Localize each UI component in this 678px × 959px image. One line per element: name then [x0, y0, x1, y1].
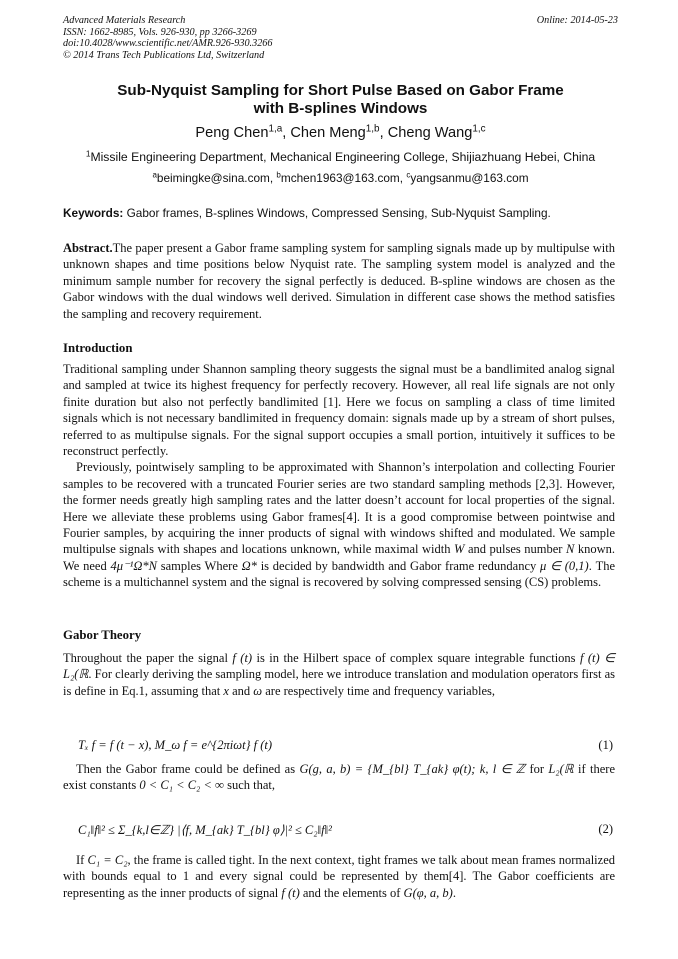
- author-name: Chen Meng: [290, 125, 366, 141]
- email-link[interactable]: yangsanmu@163.com: [410, 171, 529, 185]
- email-sup: b: [276, 170, 281, 180]
- keywords-label: Keywords:: [63, 206, 124, 220]
- section-heading-introduction: Introduction: [63, 341, 133, 355]
- abstract-label: Abstract.: [63, 241, 113, 255]
- copyright-line: © 2014 Trans Tech Publications Ltd, Switzerland: [63, 49, 265, 61]
- math-inline: f (t): [232, 651, 253, 665]
- section-heading-gabor-theory: Gabor Theory: [63, 628, 142, 642]
- email-sup: c: [406, 170, 411, 180]
- gabor-paragraph-3: If C₁ = C₂, the frame is called tight. In the next context, tight frames we talk about mean frames normalized with bounds equal to 1 and every signal could be represented by them[4]. The Gabor coefficients are representing as the inner products of signal f (t) and the elements of G(φ, a, b).: [63, 853, 615, 900]
- author-sup: 1,a: [268, 123, 283, 135]
- math-inline: G(φ, a, b): [403, 885, 453, 900]
- doi-line: doi:10.4028/www.scientific.net/AMR.926-930.3266: [63, 38, 273, 50]
- author-sup: 1,b: [365, 123, 380, 135]
- equation-expression: C₁‖f‖² ≤ Σ_{k,l∈ℤ} |⟨f, M_{ak} T_{bl} φ⟩|² ≤ C₂‖f‖²: [78, 823, 332, 837]
- email-list: [63, 171, 618, 185]
- math-inline: L₂(ℝ: [548, 762, 574, 776]
- paragraph: Traditional sampling under Shannon sampling theory suggests the signal must be a bandlimited analog signal and sampled at twice its highest frequency for perfectly recovery. However, all real life signals are not only finite duration but also not perfectly bandlimited [1]. Here we focus on sampling a class of time limited signals which is not necessary bandlimited in frequency domain: signals made up by a stream of short pulses, referred to as multipulse signals. For the signal support occupies a small portion, intuitively it suffices to be reconstruct perfectly.: [63, 362, 615, 459]
- author-sup: 1,c: [472, 123, 486, 135]
- abstract: [63, 240, 615, 322]
- math-inline: G(g, a, b) = {M_{bl} T_{ak} φ(t); k, l ∈ ℤ: [299, 762, 526, 776]
- equation-number: (2): [598, 822, 613, 836]
- gabor-paragraph-1: Throughout the paper the signal f (t) is in the Hilbert space of complex square integrable functions f (t) ∈ L₂(ℝ. For clearly deriving the sampling model, here we introduce translation and modulation operators first as is define in Eq.1, assuming that x and ω are respectively time and frequency variables,: [63, 651, 616, 698]
- email-link[interactable]: mchen1963@163.com,: [280, 171, 404, 185]
- email-sup: a: [152, 170, 157, 180]
- math-inline: 0 < C₁ < C₂ < ∞: [139, 778, 224, 793]
- math-inline: W: [454, 542, 465, 557]
- author-list: Peng Chen$^{1,a}$, Chen Meng$^{1,b}$, Cheng Wang$^{1,c}$: [195, 123, 486, 141]
- keywords-text: Gabor frames, B-splines Windows, Compressed Sensing, Sub-Nyquist Sampling.: [126, 206, 551, 220]
- affiliation-text: Missile Engineering Department, Mechanical Engineering College, Shijiazhuang Hebei, China: [90, 150, 596, 164]
- author-name: Peng Chen: [195, 125, 269, 141]
- paper-title: [63, 82, 618, 118]
- abstract-text: The paper present a Gabor frame sampling system for sampling signals made up by multipulse with unknown shapes and time positions below Nyquist rate. The sampling system model is analyzed and the minimum sample number for recovery the signal perfectly is deduced. B-spline windows are chosen as the Gabor windows with the dual windows well derived. Simulation in different case shows the method satisfies the sampling and recovery requirement.: [63, 241, 615, 321]
- math-inline: f (t): [281, 885, 300, 900]
- affiliation: [63, 150, 618, 164]
- introduction-body: [63, 361, 615, 591]
- math-inline: Ω*: [241, 558, 257, 573]
- affiliation-sup: 1: [85, 148, 91, 159]
- equation-2: [78, 822, 613, 838]
- math-inline: x: [223, 683, 229, 698]
- online-date: Online: 2014-05-23: [536, 15, 618, 26]
- math-inline: f (t) ∈ L₂(ℝ: [63, 651, 616, 682]
- title-line-2: with B-splines Windows: [253, 100, 428, 117]
- equation-number: (1): [598, 738, 613, 752]
- journal-name: Advanced Materials Research: [63, 15, 186, 26]
- title-line-1: Sub-Nyquist Sampling for Short Pulse Based on Gabor Frame: [117, 82, 564, 99]
- math-inline: N: [565, 542, 575, 557]
- issn-line: ISSN: 1662-8985, Vols. 926-930, pp 3266-3269: [63, 26, 257, 38]
- keywords: [63, 206, 618, 220]
- paragraph: Previously, pointwisely sampling to be approximated with Shannon’s interpolation and collecting Fourier samples to be recovered with a truncated Fourier series are two standard sampling methods [2,3]. However, the former needs greatly high sampling rates and the latter doesn’t account for local properties of the signal. Here we alleviate these problems using Gabor frames[4]. It is a good compromise between pointwise and Fourier samples, by acquiring the inner products of signal with windows shifted and modulated. We sample multipulse signals with shapes and locations unknown, while maximal width W and pulses number N known. We need 4μ⁻¹Ω*N samples Where Ω* is decided by bandwidth and Gabor frame redundancy μ ∈ (0,1). The scheme is a multichannel system and the signal is recovered by solving compressed sensing (CS) problems.: [63, 460, 616, 590]
- gabor-paragraph-2: Then the Gabor frame could be defined as G(g, a, b) = {M_{bl} T_{ak} φ(t); k, l ∈ ℤ for L₂(ℝ if there exist constants 0 < C₁ < C₂ < ∞ such that,: [63, 762, 615, 793]
- journal-header: [63, 15, 618, 61]
- math-inline: 4μ⁻¹Ω*N: [110, 558, 157, 573]
- author-name: Cheng Wang: [387, 125, 473, 141]
- email-link[interactable]: beimingke@sina.com,: [156, 171, 274, 185]
- math-inline: C₁ = C₂: [87, 853, 128, 867]
- math-inline: ω: [253, 683, 263, 698]
- equation-1: [78, 738, 613, 753]
- equation-expression: Tₓ f = f (t − x), M_ω f = e^{2πiωt} f (t): [78, 738, 273, 752]
- math-inline: μ ∈ (0,1): [540, 558, 589, 573]
